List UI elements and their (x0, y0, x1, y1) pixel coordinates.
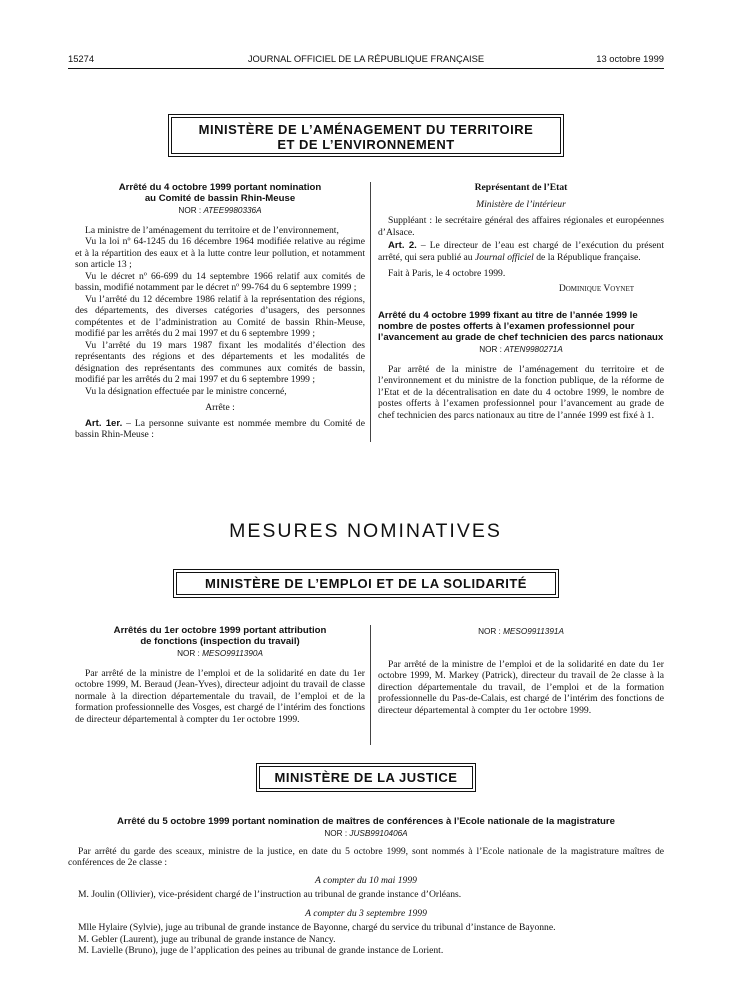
section-title: MESURES NOMINATIVES (229, 520, 502, 542)
nor-reference (75, 206, 365, 216)
nomination-item: M. Gebler (Laurent), juge au tribunal de grande instance de Nancy. (78, 933, 336, 945)
running-header (68, 53, 664, 67)
nor-code: ATEE9980336A (203, 206, 262, 216)
group2-list (68, 922, 664, 957)
arrete-title-line2: au Comité de bassin Rhin-Meuse (144, 193, 296, 205)
group1-list (68, 889, 664, 901)
article-1 (75, 418, 365, 441)
header-rule (68, 68, 664, 69)
article-1-text: – La personne suivante est nommée membre du Comité de bassin Rhin-Meuse : (75, 417, 365, 441)
nor-label: NOR : (178, 206, 202, 216)
nor-code: JUSB9910406A (349, 829, 408, 839)
arrete-maitres-conferences (68, 816, 664, 957)
arrete-title (75, 625, 365, 647)
group2-date: A compter du 3 septembre 1999 (305, 907, 427, 919)
nor-code: ATEN9980271A (504, 345, 563, 355)
nomination-item: M. Lavielle (Bruno), juge de l’application des peines au tribunal de grande instance de Lorient. (78, 945, 444, 957)
ministry-amenagement-box (168, 114, 564, 157)
arrete-text: Par arrêté de la ministre de l’emploi et de la solidarité en date du 1er octobre 1999, M. Beraud (Jean-Yves), directeur adjoint du travail de classe normale à la direction départementale du travail, de l’emploi et de la formation professionnelle des Vosges, est chargé de l’intérim des fonctions de directeur départemental à compter du 1er octobre 1999. (75, 667, 365, 725)
arrete-intro: Par arrêté du garde des sceaux, ministre de la justice, en date du 5 octobre 1999, sont nommés à l’Ecole nationale de la magistrature maîtres de conférences de 2e classe : (68, 845, 664, 869)
visa-paragraph: Vu le décret nº 66-699 du 14 septembre 1966 relatif aux comités de bassin, modifié notamment par le décret nº 99-764 du 6 septembre 1999 ; (75, 270, 365, 294)
nor-label: NOR : (479, 345, 502, 355)
nor-reference (75, 649, 365, 659)
representative-heading: Représentant de l’Etat (474, 182, 568, 193)
arrete-title-line1: Arrêtés du 1er octobre 1999 portant attribution (113, 625, 327, 636)
nor-code: MESO9911390A (202, 649, 263, 659)
arrete-attribution-fonctions (75, 625, 365, 725)
ministry-emploi-title: MINISTÈRE DE L’EMPLOI ET DE LA SOLIDARITÉ (205, 576, 527, 591)
column-separator (370, 625, 371, 745)
article-2-text: – Le directeur de l’eau est chargé de l’exécution du présent arrêté, qui sera publié au (378, 240, 664, 263)
ministry-justice-title: MINISTÈRE DE LA JUSTICE (274, 770, 458, 785)
arrete-comite-bassin (75, 182, 365, 441)
arrete-title-line1: Arrêté du 4 octobre 1999 portant nomination (118, 182, 322, 193)
article-1-label: Art. 1er. (85, 417, 123, 429)
nomination-item: Mlle Hylaire (Sylvie), juge au tribunal de grande instance de Bayonne, chargé du service du tribunal d’instance de Bayonne. (78, 922, 556, 934)
visa-paragraph: La ministre de l’aménagement du territoire et de l’environnement, (85, 224, 339, 236)
visa-paragraph: Vu la loi nº 64-1245 du 16 décembre 1964 modifiée relative au régime et à la répartition des eaux et à la lutte contre leur pollution, et notamment son article 13 ; (75, 236, 365, 271)
ministry-emploi-box (173, 569, 559, 598)
nor-label: NOR : (478, 627, 501, 636)
issue-date: 13 octobre 1999 (596, 53, 664, 64)
arrete-parcs-text: Par arrêté de la ministre de l’aménagement du territoire et de l’environnement et du ministre de la fonction publique, de la réforme de l’Etat et de la décentralisation en date du 4 octobre 1999, le nombre de postes offerts à l’examen professionnel pour l’avancement au grade de chef technicien des parcs nationaux au titre de l’année 1999 est fixé à 1. (378, 363, 664, 421)
nor-label: NOR : (177, 649, 200, 659)
fait-a-paris: Fait à Paris, le 4 octobre 1999. (388, 268, 506, 279)
signature: Dominique Voynet (558, 282, 634, 294)
group1-date: A compter du 10 mai 1999 (315, 874, 417, 886)
column-separator (370, 182, 371, 442)
nomination-item: M. Joulin (Ollivier), vice-président chargé de l’instruction au tribunal de grande instance d’Orléans. (78, 889, 462, 901)
journal-officiel-ref: Journal officiel (474, 251, 534, 263)
article-2-end: de la République française. (533, 251, 641, 263)
arrete-title-line2: de fonctions (inspection du travail) (140, 636, 300, 648)
nor-reference-parcs (378, 345, 664, 355)
nor-label: NOR : (324, 829, 348, 839)
arrete-title (75, 182, 365, 204)
arrete-text: Par arrêté de la ministre de l’emploi et de la solidarité en date du 1er octobre 1999, M. Markey (Patrick), directeur du travail de 2e classe à la direction départementale du travail, de l’emploi et de la formation professionnelle du Pas-de-Calais, est chargé de l’intérim des fonctions de directeur départemental à compter du 1er octobre 1999. (378, 658, 664, 716)
arrete-comite-bassin-continued (378, 182, 664, 421)
arrete-title: Arrêté du 5 octobre 1999 portant nomination de maîtres de conférences à l’Ecole nationale de la magistrature (117, 816, 615, 827)
arrete-parcs-title: Arrêté du 4 octobre 1999 fixant au titre de l’année 1999 le nombre de postes offerts à l’examen professionnel pour l’avancement au grade de chef technicien des parcs nationaux (378, 310, 664, 344)
visa-paragraph: Vu la désignation effectuée par le ministre concerné, (85, 385, 287, 397)
journal-title: JOURNAL OFFICIEL DE LA RÉPUBLIQUE FRANÇAISE (247, 53, 485, 64)
article-2 (378, 240, 664, 263)
arrete-body (75, 225, 365, 398)
arrete-markey (378, 625, 664, 716)
nor-reference (68, 829, 664, 839)
visa-paragraph: Vu l’arrêté du 12 décembre 1986 relatif à la représentation des régions, des départements, des diverses catégories d’usagers, des personnes compétentes et de l’administration au Comité de bassin Rhin-Meuse, modifié par les arrêtés du 2 mai 1997 et du 6 septembre 1999 ; (75, 293, 365, 340)
suppleant-text: Suppléant : le secrétaire général des affaires régionales et européennes d’Alsace. (378, 215, 664, 238)
ministry-title-line1: MINISTÈRE DE L’AMÉNAGEMENT DU TERRITOIRE (198, 122, 534, 137)
ministry-justice-box (256, 763, 476, 792)
visa-paragraph: Vu l’arrêté du 19 mars 1987 fixant les modalités d’élection des représentants des régions et des départements et les modalités de désignation des représentants des communes aux comités de bassin, modifié par les arrêtés du 2 mai 1997 et du 6 septembre 1999 ; (75, 339, 365, 386)
ministry-title-line2: ET DE L’ENVIRONNEMENT (277, 137, 455, 152)
arrete-word: Arrête : (205, 402, 235, 414)
article-2-label: Art. 2. (388, 240, 417, 251)
page-number: 15274 (68, 53, 95, 64)
nor-code: MESO9911391A (503, 627, 564, 636)
nor-reference (378, 627, 664, 637)
ministry-interior: Ministère de l’intérieur (476, 198, 566, 210)
